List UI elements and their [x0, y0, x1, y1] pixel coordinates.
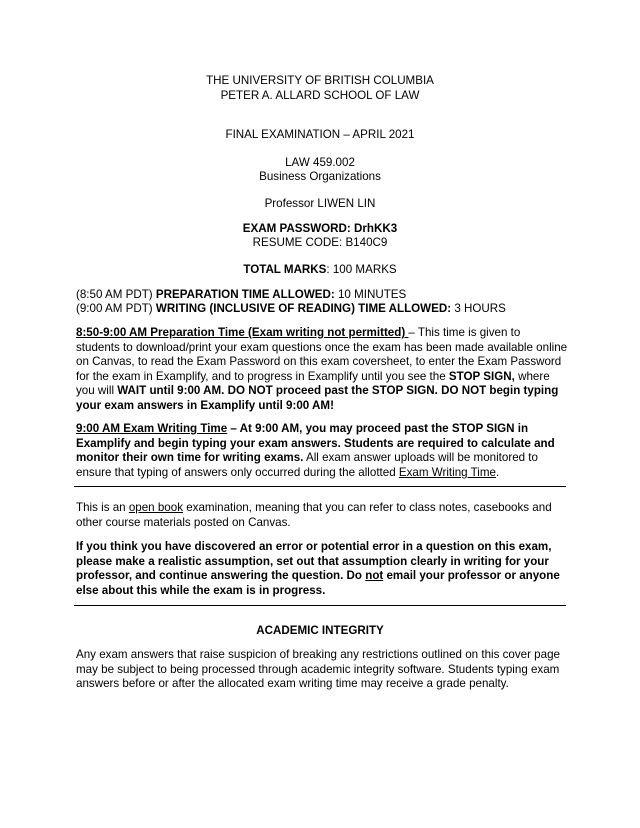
error-line-4: else about this while the exam is in progress.: [76, 583, 326, 597]
wait-text: WAIT until 9:00 AM: [117, 384, 222, 398]
resume-code: [0, 236, 640, 251]
prep-time-value: 10 MINUTES: [337, 288, 407, 301]
open-book-term: open book: [128, 501, 183, 514]
total-marks-value: : 100 MARKS: [326, 263, 397, 276]
exam-title: FINAL EXAMINATION – APRIL 2021: [225, 128, 415, 141]
prep-line-4c: where: [514, 369, 550, 383]
total-marks: [0, 263, 640, 278]
divider-2: [74, 605, 566, 606]
exam-password-value: DrhKK3: [354, 222, 398, 235]
resume-code-value: B140C9: [345, 236, 388, 249]
resume-code-label: RESUME CODE:: [252, 236, 343, 249]
open-book-line-2: other course materials posted on Canvas.: [76, 515, 291, 529]
writing-line-3: [76, 451, 568, 466]
open-book-notice: [76, 501, 568, 530]
exam-password-label: EXAM PASSWORD:: [242, 222, 351, 235]
integrity-line-1: Any exam answers that raise suspicion of breaking any restrictions outlined on this cover page: [76, 648, 560, 661]
prep-section: [76, 326, 568, 414]
error-not-text: not: [365, 569, 384, 583]
writing-time-line: [76, 302, 568, 317]
prep-line-1: – This time is given to: [408, 326, 521, 339]
prep-line-3: on Canvas, to read the Exam Password on this exam coversheet, to enter the Exam Password: [76, 355, 562, 369]
prep-time-clock: (8:50 AM PDT): [76, 288, 153, 301]
writing-line-3a: monitor their own time for writing exams.: [76, 451, 304, 465]
integrity-heading: ACADEMIC INTEGRITY: [256, 624, 384, 637]
writing-line-3b: All exam answer uploads will be monitored to: [303, 451, 538, 465]
do-not-proceed-text: DO NOT proceed past the STOP SIGN: [227, 384, 435, 398]
prep-line-5c: .: [221, 384, 228, 398]
writing-time-value: 3 HOURS: [454, 302, 506, 315]
error-line-3: [76, 569, 568, 584]
prep-section-heading: 8:50-9:00 AM Preparation Time (Exam writing not permitted): [76, 326, 409, 339]
writing-section: [76, 422, 568, 480]
writing-line-4a: ensure that typing of answers only occurred during the allotted: [76, 465, 399, 479]
prep-line-5: [76, 384, 568, 399]
integrity-line-3: answers before or after the allocated exam writing time may receive a grade penalty.: [76, 677, 509, 691]
prep-time-line: [76, 288, 568, 303]
exam-password: [0, 222, 640, 237]
open-book-line-1a: This is an: [76, 501, 129, 514]
error-line-1: If you think you have discovered an error or potential error in a question on this exam,: [76, 540, 552, 553]
divider-1: [74, 486, 566, 487]
course-code: LAW 459.002: [285, 156, 355, 169]
writing-section-heading: 9:00 AM Exam Writing Time: [76, 422, 228, 435]
error-line-2: please make a realistic assumption, set out that assumption clearly in writing for your: [76, 554, 549, 568]
prep-line-5a: you will: [76, 384, 118, 398]
writing-time-label: WRITING (INCLUSIVE OF READING) TIME ALLOWED:: [155, 302, 452, 315]
stop-sign-text: STOP SIGN,: [448, 369, 515, 383]
writing-line-4c: .: [495, 465, 500, 479]
exam-writing-time-text: Exam Writing Time: [398, 465, 496, 479]
open-book-line-1c: examination, meaning that you can refer to class notes, casebooks and: [183, 501, 552, 514]
prep-line-4a: for the exam in Examplify, and to progress in Examplify until you see the: [76, 369, 449, 383]
professor-name: Professor LIWEN LIN: [264, 197, 376, 210]
writing-line-1: – At 9:00 AM, you may proceed past the STOP SIGN in: [227, 422, 529, 435]
total-marks-label: TOTAL MARKS: [243, 263, 327, 276]
error-notice: [76, 540, 568, 598]
prep-line-6: your exam answers in Examplify until 9:00 AM!: [76, 398, 334, 412]
writing-time-clock: (9:00 AM PDT): [76, 302, 153, 315]
university-name: THE UNIVERSITY OF BRITISH COLUMBIA: [206, 74, 434, 87]
prep-time-label: PREPARATION TIME ALLOWED:: [155, 288, 335, 301]
school-name: PETER A. ALLARD SCHOOL OF LAW: [220, 89, 420, 102]
writing-line-2: Examplify and begin typing your exam answers. Students are required to calculate and: [76, 436, 555, 450]
do-not-begin-text: DO NOT begin typing: [441, 384, 559, 398]
writing-line-4: [76, 466, 568, 481]
course-name: Business Organizations: [259, 170, 381, 183]
error-line-3a: professor, and continue answering the question. Do: [76, 569, 366, 583]
prep-line-4: [76, 370, 568, 385]
prep-line-5e: .: [434, 384, 442, 398]
prep-line-2: students to download/print your exam questions once the exam has been made available online: [76, 340, 568, 354]
error-line-3c: email your professor or anyone: [383, 569, 560, 583]
integrity-text: [76, 648, 568, 692]
integrity-line-2: may be subject to being processed through academic integrity software. Students typing exam: [76, 662, 560, 676]
